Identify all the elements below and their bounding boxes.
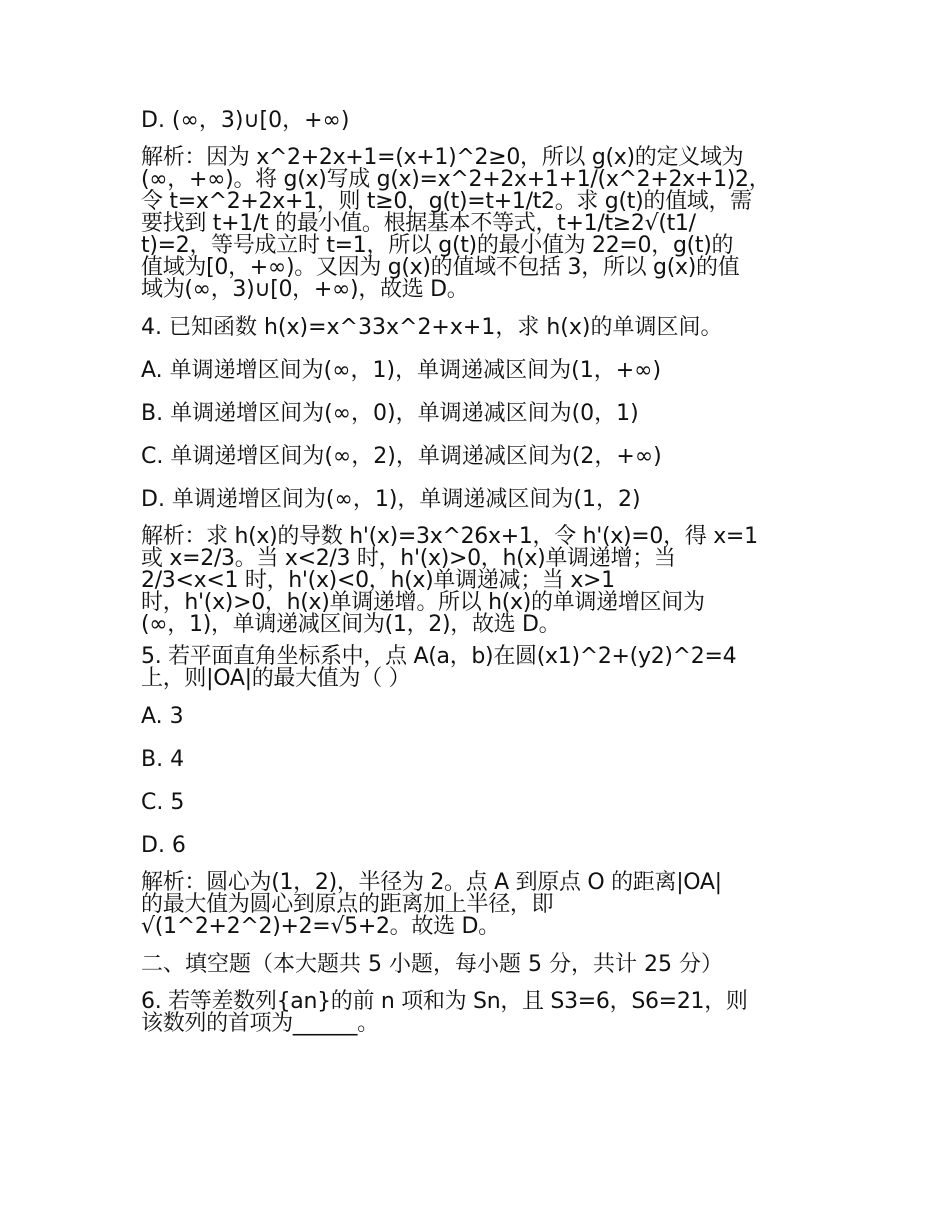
option-4d: D. 单调递增区间为(∞，1)，单调递减区间为(1，2) bbox=[141, 487, 641, 512]
question-4: 4. 已知函数 h(x)=x^33x^2+x+1，求 h(x)的单调区间。 bbox=[141, 315, 723, 340]
question-5-line: 上，则|OA|的最大值为（ ） bbox=[141, 666, 411, 691]
question-5 bbox=[141, 646, 811, 690]
analysis-3-line: t)=2，等号成立时 t=1，所以 g(t)的最小值为 22=0，g(t)的 bbox=[141, 233, 734, 258]
option-4c: C. 单调递增区间为(∞，2)，单调递减区间为(2，+∞) bbox=[141, 444, 662, 469]
question-5-line: 5. 若平面直角坐标系中，点 A(a，b)在圆(x1)^2+(y2)^2=4 bbox=[141, 644, 737, 669]
analysis-4-line: 时，h'(x)>0，h(x)单调递增。所以 h(x)的单调递增区间为 bbox=[141, 590, 705, 615]
analysis-4 bbox=[141, 526, 811, 636]
option-5b: B. 4 bbox=[141, 747, 185, 772]
analysis-3 bbox=[141, 147, 811, 301]
analysis-3-line: 令 t=x^2+2x+1，则 t≥0，g(t)=t+1/t2。求 g(t)的值域，需 bbox=[141, 189, 752, 214]
analysis-5-line: 解析：圆心为(1，2)，半径为 2。点 A 到原点 O 的距离|OA| bbox=[141, 870, 722, 895]
analysis-3-line: (∞，+∞)。将 g(x)写成 g(x)=x^2+2x+1+1/(x^2+2x+1)2， bbox=[141, 167, 771, 192]
analysis-5 bbox=[141, 872, 811, 938]
analysis-3-line: 值域为[0，+∞)。又因为 g(x)的值域不包括 3，所以 g(x)的值 bbox=[141, 255, 740, 280]
option-4a: A. 单调递增区间为(∞，1)，单调递减区间为(1，+∞) bbox=[141, 358, 662, 383]
question-6 bbox=[141, 991, 811, 1035]
analysis-4-line: (∞，1)，单调递减区间为(1，2)，故选 D。 bbox=[141, 612, 561, 637]
section-2-heading: 二、填空题（本大题共 5 小题，每小题 5 分，共计 25 分） bbox=[141, 952, 723, 977]
analysis-4-line: 2/3<x<1 时，h'(x)<0，h(x)单调递减；当 x>1 bbox=[141, 568, 615, 593]
analysis-3-line: 要找到 t+1/t 的最小值。根据基本不等式，t+1/t≥2√(t1/ bbox=[141, 211, 696, 236]
option-3d: D. (∞，3)∪[0，+∞) bbox=[141, 108, 350, 133]
analysis-3-line: 域为(∞，3)∪[0，+∞)，故选 D。 bbox=[141, 277, 469, 302]
question-6-line: 该数列的首项为______。 bbox=[141, 1011, 379, 1036]
analysis-4-line: 解析：求 h(x)的导数 h'(x)=3x^26x+1，令 h'(x)=0，得 x=1 bbox=[141, 524, 758, 549]
analysis-3-line: 解析：因为 x^2+2x+1=(x+1)^2≥0，所以 g(x)的定义域为 bbox=[141, 145, 744, 170]
analysis-5-line: √(1^2+2^2)+2=√5+2。故选 D。 bbox=[141, 914, 500, 939]
option-4b: B. 单调递增区间为(∞，0)，单调递减区间为(0，1) bbox=[141, 401, 639, 426]
option-5a: A. 3 bbox=[141, 704, 184, 729]
analysis-4-line: 或 x=2/3。当 x<2/3 时，h'(x)>0，h(x)单调递增；当 bbox=[141, 546, 676, 571]
analysis-5-line: 的最大值为圆心到原点的距离加上半径，即 bbox=[141, 892, 554, 917]
question-6-line: 6. 若等差数列{an}的前 n 项和为 Sn，且 S3=6，S6=21，则 bbox=[141, 989, 748, 1014]
document-page bbox=[141, 104, 811, 1045]
option-5d: D. 6 bbox=[141, 833, 186, 858]
option-5c: C. 5 bbox=[141, 790, 185, 815]
